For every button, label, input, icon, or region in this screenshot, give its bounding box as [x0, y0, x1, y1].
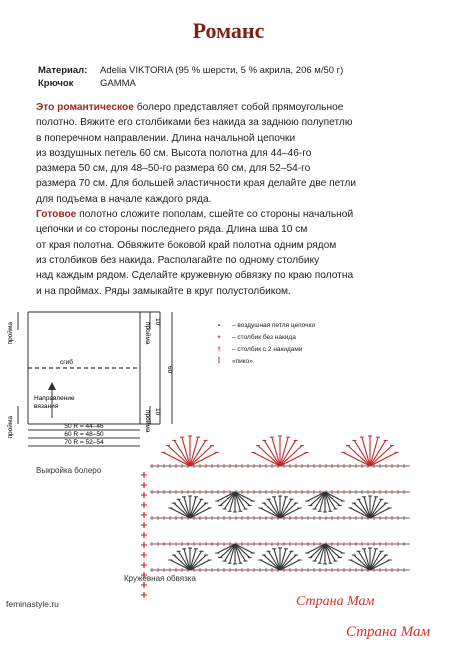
direction-arrow-icon: [48, 382, 56, 390]
direction-label-2: вязания: [34, 403, 59, 410]
direction-label-1: Направление: [34, 395, 75, 402]
side-label: 10: [154, 408, 161, 416]
rows-label-3: 70 R = 52–54: [64, 439, 104, 446]
armhole-label: пройма: [144, 322, 151, 345]
lace-caption: Кружевная обвязка: [124, 574, 196, 583]
fold-label: сгиб: [60, 359, 73, 366]
site-name: feminastyle.ru: [6, 599, 59, 609]
rows-label-1: 50 R = 44–46: [64, 423, 104, 430]
legend-item: ꟾ «пико»: [218, 358, 253, 365]
page-title: Романс: [192, 18, 265, 43]
side-label: 10: [154, 318, 161, 326]
legend-item: † – столбик с 2 накидами: [217, 346, 303, 353]
legend-item: + – столбик без накида: [217, 334, 296, 341]
armhole-label: пройма: [7, 416, 14, 439]
symbol-legend: [210, 320, 315, 368]
schema-caption: Выкройка болеро: [36, 466, 102, 475]
material-row: Материал: Adelia VIKTORIA (95 % шерсти, 5 % акрила, 206 м/50 г): [38, 65, 344, 76]
armhole-label: пройма: [144, 410, 151, 433]
materials-block: [38, 64, 343, 90]
paragraph-2: Готовое полотно сложите пополам, сшейте со стороны начальной цепочки и со стороны последнего ряда. Длина шва 10 см от края полотна. Обвяжите боковой край полотна одним рядом из столбиков без накида. Располагайте по одному столбику над каждым рядом. Сделайте кружевную обвязку по краю полотна и на проймах. Ряды замыкайте в круг полустолбиком.: [36, 209, 354, 297]
lace-edging-chart: [140, 432, 420, 612]
paragraph-1: Это романтическое болеро представляет собой прямоугольное полотно. Вяжите его столбиками без накида за заднюю полупетлю в поперечном направлении. Длина начальной цепочки из воздушных петель 60 см. Высота полотна для 44–46-го размера 50 см, для 48–50-го размера 60 см, для 52–54-го размера 70 см. Для большей эластичности края делайте две петли для подъема в начале каждого ряда.: [36, 102, 357, 205]
armhole-label: пройма: [7, 322, 14, 345]
height-label: 60: [166, 366, 173, 374]
watermark-text: Страна Мам: [296, 594, 375, 609]
legend-item: • – воздушная петля цепочки: [217, 322, 315, 329]
rows-label-2: 60 R = 48–50: [64, 431, 104, 438]
instructions-text: [36, 100, 366, 299]
watermark-text: Страна Мам: [346, 624, 431, 640]
hook-row: Крючок GAMMA: [38, 78, 136, 89]
